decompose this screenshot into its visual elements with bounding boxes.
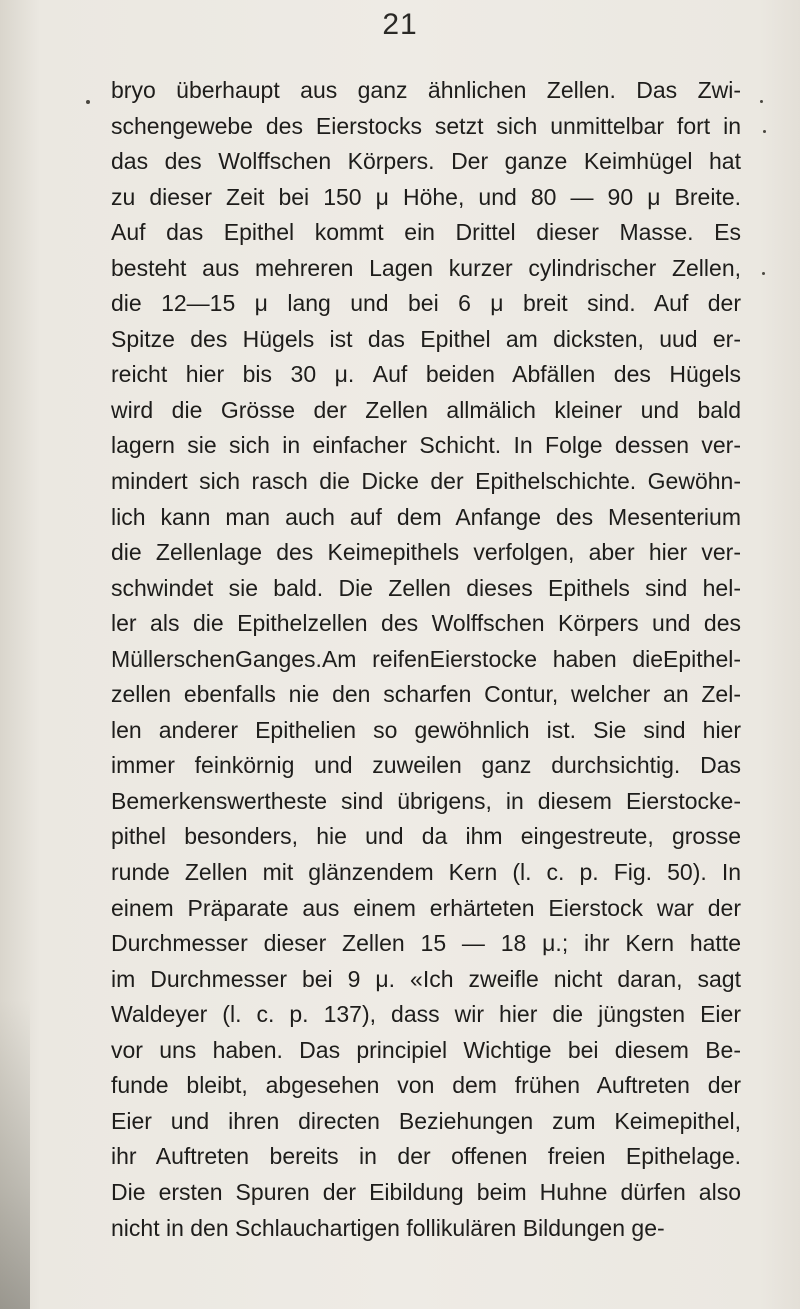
text-line: besteht aus mehreren Lagen kurzer cylindrischer Zellen, bbox=[111, 254, 741, 281]
text-line: lagern sie sich in einfacher Schicht. In Folge dessen ver- bbox=[111, 432, 741, 459]
text-line: schengewebe des Eierstocks setzt sich unmittelbar fort in bbox=[111, 112, 741, 139]
text-line: nicht in den Schlauchartigen follikulären Bildungen ge- bbox=[111, 1214, 665, 1241]
text-line: wird die Grösse der Zellen allmälich kleiner und bald bbox=[111, 396, 741, 423]
text-line: schwindet sie bald. Die Zellen dieses Epithels sind hel- bbox=[111, 574, 741, 601]
text-line: Spitze des Hügels ist das Epithel am dicksten, uud er- bbox=[111, 325, 741, 352]
text-line: Waldeyer (l. c. p. 137), dass wir hier die jüngsten Eier bbox=[111, 1001, 741, 1028]
text-line: immer feinkörnig und zuweilen ganz durchsichtig. Das bbox=[111, 752, 741, 779]
text-line: MüllerschenGanges.Am reifenEierstocke haben dieEpithel- bbox=[111, 645, 741, 672]
text-line: einem Präparate aus einem erhärteten Eierstock war der bbox=[111, 894, 741, 921]
margin-speck bbox=[760, 100, 763, 103]
text-line: Durchmesser dieser Zellen 15 — 18 μ.; ihr Kern hatte bbox=[111, 930, 741, 957]
text-line: reicht hier bis 30 μ. Auf beiden Abfällen des Hügels bbox=[111, 361, 741, 388]
text-line: im Durchmesser bei 9 μ. «Ich zweifle nicht daran, sagt bbox=[111, 965, 741, 992]
text-line: ler als die Epithelzellen des Wolffschen Körpers und des bbox=[111, 610, 741, 637]
text-line: die Zellenlage des Keimepithels verfolgen, aber hier ver- bbox=[111, 539, 741, 566]
text-line: das des Wolffschen Körpers. Der ganze Keimhügel hat bbox=[111, 148, 741, 175]
text-line: len anderer Epithelien so gewöhnlich ist. Sie sind hier bbox=[111, 716, 741, 743]
text-line: funde bleibt, abgesehen von dem frühen Auftreten der bbox=[111, 1072, 741, 1099]
page-edge-shadow bbox=[0, 1000, 30, 1309]
text-line: runde Zellen mit glänzendem Kern (l. c. p. Fig. 50). In bbox=[111, 859, 741, 886]
text-line: bryo überhaupt aus ganz ähnlichen Zellen. Das Zwi- bbox=[111, 77, 741, 103]
text-line: vor uns haben. Das principiel Wichtige bei diesem Be- bbox=[111, 1036, 741, 1063]
margin-speck bbox=[763, 130, 766, 133]
page-number: 21 bbox=[382, 8, 418, 41]
text-line: zellen ebenfalls nie den scharfen Contur, welcher an Zel- bbox=[111, 681, 741, 708]
text-line: Eier und ihren directen Beziehungen zum Keimepithel, bbox=[111, 1107, 741, 1134]
text-line: mindert sich rasch die Dicke der Epithelschichte. Gewöhn- bbox=[111, 468, 741, 495]
text-line: Bemerkenswertheste sind übrigens, in diesem Eierstocke- bbox=[111, 787, 741, 814]
text-line: Auf das Epithel kommt ein Drittel dieser Masse. Es bbox=[111, 219, 741, 246]
text-line: Die ersten Spuren der Eibildung beim Huhne dürfen also bbox=[111, 1178, 741, 1205]
text-line: ihr Auftreten bereits in der offenen freien Epithelage. bbox=[111, 1143, 741, 1170]
text-line: lich kann man auch auf dem Anfange des Mesenterium bbox=[111, 503, 741, 530]
body-text bbox=[111, 73, 741, 1246]
text-line: pithel besonders, hie und da ihm eingestreute, grosse bbox=[111, 823, 741, 850]
text-line: zu dieser Zeit bei 150 μ Höhe, und 80 — 90 μ Breite. bbox=[111, 183, 741, 210]
text-line: die 12—15 μ lang und bei 6 μ breit sind. Auf der bbox=[111, 290, 741, 317]
margin-speck bbox=[762, 272, 765, 275]
margin-speck bbox=[86, 100, 90, 104]
